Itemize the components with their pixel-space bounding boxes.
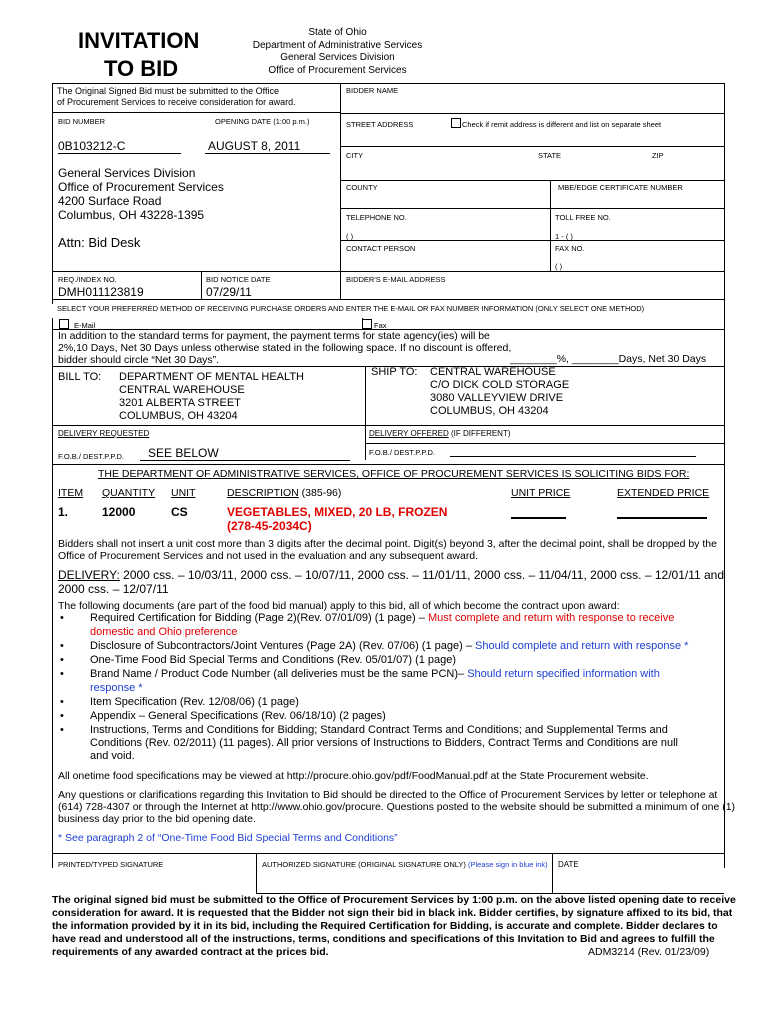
telephone-field[interactable]: ( ) bbox=[346, 232, 354, 241]
divider bbox=[724, 83, 725, 868]
terms-line1: In addition to the standard terms for payment, the payment terms for state agency(ies) will be bbox=[58, 330, 490, 342]
bullet: • bbox=[60, 612, 64, 624]
document-item-4 bbox=[90, 668, 660, 680]
divider bbox=[340, 146, 724, 147]
bidder-name-label: BIDDER NAME bbox=[346, 86, 399, 95]
divider bbox=[52, 112, 340, 113]
divider bbox=[52, 318, 53, 868]
document-item-5: Item Specification (Rev. 12/08/06) (1 page) bbox=[90, 696, 299, 708]
document-item-3: One-Time Food Bid Special Terms and Conditions (Rev. 05/01/07) (1 page) bbox=[90, 654, 457, 666]
state-label: STATE bbox=[538, 151, 562, 160]
ship-to-line2: C/O DICK COLD STORAGE bbox=[430, 379, 570, 391]
ship-to-line4: COLUMBUS, OH 43204 bbox=[430, 405, 549, 417]
col-item: ITEM bbox=[58, 487, 84, 499]
divider bbox=[340, 271, 724, 272]
terms-blank[interactable]: ________%, ________Days, Net 30 Days bbox=[510, 353, 707, 365]
fax-number-label: FAX NO. bbox=[555, 244, 585, 253]
col-extended-price: EXTENDED PRICE bbox=[617, 487, 710, 499]
fob-label-offered: F.O.B./ DEST.P.P.D. bbox=[369, 448, 435, 457]
delivery-schedule-text: 2000 css. – 10/03/11, 2000 css. – 10/07/11, 2000 css. – 11/01/11, 2000 css. – 11/04/11, 2000 css. – 12/01/11 and bbox=[119, 568, 725, 582]
authorized-signature-label bbox=[262, 860, 548, 869]
closing-line4: have read and understood all of the instructions, terms, conditions and specifications of this Invitation to Bid and agrees to fulfill the bbox=[52, 933, 715, 945]
email-method-checkbox[interactable] bbox=[59, 319, 69, 329]
street-address-label: STREET ADDRESS bbox=[346, 120, 414, 129]
divider bbox=[365, 366, 366, 460]
fax-number-field[interactable]: ( ) bbox=[555, 262, 563, 271]
document-item-4-text: Brand Name / Product Code Number (all deliveries must be the same PCN)– bbox=[90, 668, 468, 680]
authorized-signature-field[interactable] bbox=[257, 870, 551, 892]
divider bbox=[140, 460, 350, 461]
ship-to-address bbox=[430, 366, 569, 418]
divider bbox=[52, 853, 724, 854]
divider bbox=[340, 113, 724, 114]
authorized-signature-note: (Please sign in blue ink) bbox=[465, 860, 548, 869]
delivery-offered-suffix: (IF DIFFERENT) bbox=[448, 429, 511, 438]
attn-line: Attn: Bid Desk bbox=[58, 235, 141, 250]
agency-line2: Department of Administrative Services bbox=[252, 39, 423, 51]
divider bbox=[450, 456, 696, 457]
date-field[interactable] bbox=[553, 870, 723, 892]
delivery-offered-label bbox=[369, 429, 511, 438]
toll-free-field[interactable]: 1 - ( ) bbox=[555, 232, 573, 241]
divider bbox=[340, 208, 724, 209]
bullet: • bbox=[60, 724, 64, 736]
telephone-label: TELEPHONE NO. bbox=[346, 213, 407, 222]
ship-to-line1: CENTRAL WAREHOUSE bbox=[430, 366, 556, 378]
intro-line2: of Procurement Services to receive consideration for award. bbox=[57, 97, 296, 107]
digits-note-line1: Bidders shall not insert a unit cost more than 3 digits after the decimal point. Digit(s) beyond 3, after the decimal point, shall be dropped by the bbox=[58, 538, 717, 550]
opening-date-label: OPENING DATE (1:00 p.m.) bbox=[215, 117, 310, 126]
line-item-unit: CS bbox=[171, 505, 188, 519]
city-label: CITY bbox=[346, 151, 364, 160]
questions-line3: business day prior to the bid opening date. bbox=[58, 813, 256, 825]
line-item-quantity: 12000 bbox=[102, 505, 136, 519]
extended-price-field[interactable] bbox=[617, 517, 707, 519]
bid-number-value: 0B103212-C bbox=[58, 139, 126, 153]
form-title-line1: INVITATION bbox=[78, 28, 200, 53]
toll-free-label: TOLL FREE NO. bbox=[555, 213, 611, 222]
divider bbox=[340, 240, 724, 241]
fob-value: SEE BELOW bbox=[148, 446, 219, 460]
closing-line3: the information provided by it in its bid, including the Required Certification for Bidding, is accurate and complete. Bidder declares to bbox=[52, 920, 718, 932]
printed-signature-label: PRINTED/TYPED SIGNATURE bbox=[58, 860, 164, 869]
divider bbox=[58, 153, 181, 154]
bid-notice-value: 07/29/11 bbox=[206, 285, 252, 299]
divider bbox=[52, 271, 340, 272]
divider bbox=[205, 153, 330, 154]
line-item-number: 1. bbox=[58, 505, 69, 519]
bullet: • bbox=[60, 640, 64, 652]
return-address-line2: Office of Procurement Services bbox=[58, 180, 224, 194]
document-item-1-text: Required Certification for Bidding (Page 2)(Rev. 07/01/09) (1 page) – bbox=[90, 612, 428, 624]
documents-intro: The following documents (are part of the food bid manual) apply to this bid, all of which become the contract upon award: bbox=[58, 600, 620, 612]
questions-line2: (614) 728-4307 or through the Internet at http://www.ohio.gov/procure. Questions posted to the website should be submitted a minimum of one (1) bbox=[58, 801, 736, 813]
return-address-line1: General Services Division bbox=[58, 166, 196, 180]
divider bbox=[52, 83, 724, 84]
divider bbox=[52, 464, 724, 465]
bill-to-line3: 3201 ALBERTA STREET bbox=[119, 397, 241, 409]
return-address-line4: Columbus, OH 43228-1395 bbox=[58, 208, 205, 222]
county-label: COUNTY bbox=[346, 183, 378, 192]
divider bbox=[52, 425, 724, 426]
return-address-line3: 4200 Surface Road bbox=[58, 194, 162, 208]
questions-line1: Any questions or clarifications regarding this Invitation to Bid should be directed to the Office of Procurement Services by letter or telephone at bbox=[58, 789, 718, 801]
closing-line5: requirements of any awarded contract at the prices bid. bbox=[52, 946, 329, 958]
col-description-code: (385-96) bbox=[298, 487, 342, 499]
opening-date-value: AUGUST 8, 2011 bbox=[208, 139, 301, 153]
col-description-label: DESCRIPTION bbox=[227, 487, 299, 499]
closing-line1: The original signed bid must be submitted to the Office of Procurement Services by 1:00 p.m. on the above listed opening date to receive bbox=[52, 894, 736, 906]
ship-to-label: SHIP TO: bbox=[371, 366, 418, 378]
ship-to-line3: 3080 VALLEYVIEW DRIVE bbox=[430, 392, 564, 404]
authorized-signature-text: AUTHORIZED SIGNATURE (ORIGINAL SIGNATURE ONLY) bbox=[262, 860, 466, 869]
agency-block bbox=[230, 27, 445, 77]
soliciting-heading: THE DEPARTMENT OF ADMINISTRATIVE SERVICES, OFFICE OF PROCUREMENT SERVICES IS SOLICITING BIDS FOR: bbox=[98, 468, 690, 480]
agency-line3: General Services Division bbox=[280, 52, 395, 63]
fob-label: F.O.B./ DEST.P.P.D. bbox=[58, 452, 124, 461]
col-quantity: QUANTITY bbox=[102, 487, 156, 499]
col-unit-price: UNIT PRICE bbox=[511, 487, 571, 499]
line-item-description-line2: (278-45-2034C) bbox=[227, 519, 312, 533]
date-label: DATE bbox=[558, 860, 579, 869]
divider bbox=[340, 180, 724, 181]
divider bbox=[365, 443, 724, 444]
col-unit: UNIT bbox=[171, 487, 196, 499]
unit-price-field[interactable] bbox=[511, 517, 566, 519]
zip-label: ZIP bbox=[652, 151, 664, 160]
bidder-name-field[interactable] bbox=[341, 96, 723, 112]
document-item-2-note: Should complete and return with response * bbox=[475, 640, 689, 652]
footnote: * See paragraph 2 of “One-Time Food Bid Special Terms and Conditions” bbox=[58, 832, 398, 844]
intro-line1: The Original Signed Bid must be submitted to the Office bbox=[57, 86, 279, 96]
contact-person-label: CONTACT PERSON bbox=[346, 244, 416, 253]
form-number: ADM3214 (Rev. 01/23/09) bbox=[588, 946, 710, 958]
food-specs-note: All onetime food specifications may be viewed at http://procure.ohio.gov/pdf/FoodManual.pdf at the State Procurement website. bbox=[58, 770, 649, 782]
delivery-offered-text: DELIVERY OFFERED bbox=[369, 429, 449, 438]
return-address bbox=[58, 166, 224, 222]
bullet: • bbox=[60, 654, 64, 666]
terms-line2: 2%,10 Days, Net 30 Days unless otherwise stated in the following space. If no discount is offered, bbox=[58, 342, 512, 354]
bullet: • bbox=[60, 696, 64, 708]
bullet: • bbox=[60, 710, 64, 722]
document-item-4-note: Should return specified information with bbox=[467, 668, 660, 680]
printed-signature-field[interactable] bbox=[53, 870, 255, 892]
bill-to-address bbox=[119, 371, 304, 423]
document-item-1 bbox=[90, 612, 674, 624]
delivery-schedule-line1 bbox=[58, 568, 724, 582]
bill-to-line4: COLUMBUS, OH 43204 bbox=[119, 410, 238, 422]
closing-line2: consideration for award. It is requested that the Bidder not sign their bid in black ink. Bidder certifies, by signature affixed to its bid, that bbox=[52, 907, 733, 919]
document-item-7-line2: Conditions (Rev. 02/2011) (11 pages). All prior versions of Instructions to Bidders, Contract Terms and Conditions are null bbox=[90, 737, 678, 749]
email-method-label: E-Mail bbox=[74, 321, 96, 330]
bullet: • bbox=[60, 668, 64, 680]
delivery-schedule-line2: 2000 css. – 12/07/11 bbox=[58, 582, 169, 596]
col-description bbox=[227, 487, 341, 499]
document-item-7-line1: Instructions, Terms and Conditions for Bidding; Standard Contract Terms and Conditions; and Supplemental Terms and bbox=[90, 724, 668, 736]
document-item-2-text: Disclosure of Subcontractors/Joint Ventures (Page 2A) (Rev. 07/06) (1 page) – bbox=[90, 640, 475, 652]
terms-line3: bidder should circle “Net 30 Days”. bbox=[58, 354, 220, 366]
remit-address-checkbox[interactable] bbox=[451, 118, 461, 128]
agency-line4: Office of Procurement Services bbox=[268, 64, 407, 76]
document-item-7-line3: and void. bbox=[90, 750, 135, 762]
delivery-schedule-label: DELIVERY: bbox=[58, 568, 120, 582]
bid-notice-label: BID NOTICE DATE bbox=[206, 275, 271, 284]
remit-address-label: Check if remit address is different and list on separate sheet bbox=[462, 120, 662, 129]
digits-note-line2: Office of Procurement Services and not used in the evaluation and any subsequent award. bbox=[58, 550, 479, 562]
document-item-6: Appendix – General Specifications (Rev. 06/18/10) (2 pages) bbox=[90, 710, 386, 722]
req-index-value: DMH011123819 bbox=[58, 285, 144, 299]
bill-to-line2: CENTRAL WAREHOUSE bbox=[119, 384, 245, 396]
fax-method-label: Fax bbox=[374, 321, 387, 330]
document-item-4-note-cont: response * bbox=[90, 682, 143, 694]
divider bbox=[340, 83, 341, 299]
divider bbox=[52, 299, 724, 300]
divider bbox=[550, 180, 551, 272]
document-item-2 bbox=[90, 640, 688, 652]
agency-line1: State of Ohio bbox=[308, 27, 367, 38]
form-title-line2: TO BID bbox=[104, 56, 179, 81]
method-instruction: SELECT YOUR PREFERRED METHOD OF RECEIVING PURCHASE ORDERS AND ENTER THE E-MAIL OR FAX NUMBER INFORMATION (ONLY SELECT ONE METHOD) bbox=[57, 304, 645, 313]
delivery-requested-label: DELIVERY REQUESTED bbox=[58, 429, 150, 438]
document-item-1-note-cont: domestic and Ohio preference bbox=[90, 626, 238, 638]
req-index-label: REQ./INDEX NO. bbox=[58, 275, 117, 284]
divider bbox=[201, 271, 202, 299]
bid-number-label: BID NUMBER bbox=[58, 117, 106, 126]
fax-method-checkbox[interactable] bbox=[362, 319, 372, 329]
email-address-label: BIDDER'S E-MAIL ADDRESS bbox=[346, 275, 446, 284]
mbe-label: MBE/EDGE CERTIFICATE NUMBER bbox=[558, 183, 683, 192]
line-item-description-line1: VEGETABLES, MIXED, 20 LB, FROZEN bbox=[227, 505, 448, 519]
document-item-1-note: Must complete and return with response to receive bbox=[427, 612, 675, 624]
bill-to-line1: DEPARTMENT OF MENTAL HEALTH bbox=[119, 371, 304, 383]
bill-to-label: BILL TO: bbox=[58, 371, 102, 383]
